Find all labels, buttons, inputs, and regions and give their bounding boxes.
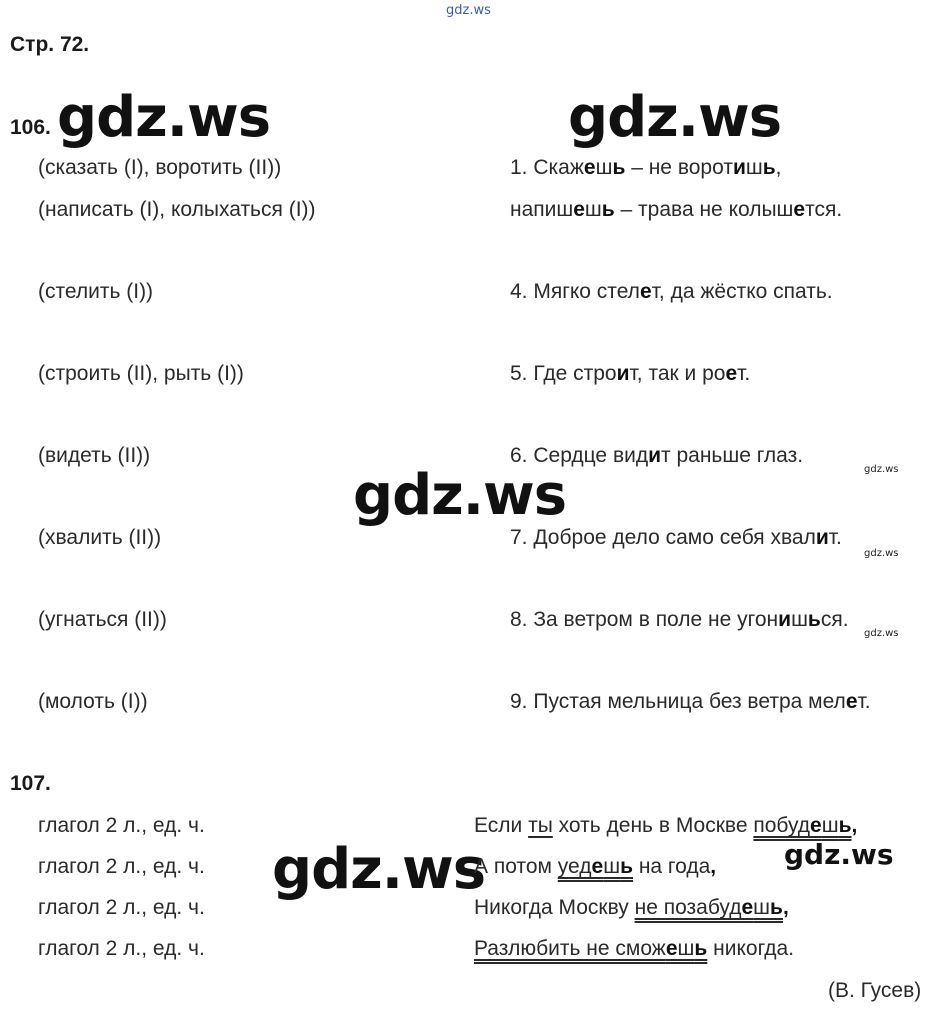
ex106-left-item: (строить (II), рыть (I)) [38, 362, 244, 385]
exercise-number-106: 106. [10, 116, 51, 139]
ex107-left-item: глагол 2 л., ед. ч. [38, 937, 205, 960]
predicate-underlined: побудешь [753, 814, 852, 837]
ex106-left-item: (написать (I), колыхаться (I)) [38, 198, 316, 221]
proverb-line: 6. Сердце видит раньше глаз. [510, 444, 804, 467]
watermark-medium: gdz.ws [784, 838, 894, 871]
ex106-left-item: (стелить (I)) [38, 280, 154, 303]
proverb-line: 7. Доброе дело само себя хвалит. [510, 526, 842, 549]
poem-author: (В. Гусев) [828, 979, 922, 1002]
predicate-underlined: уедешь [557, 855, 633, 878]
proverb-line: 4. Мягко стелет, да жёстко спать. [510, 280, 833, 303]
poem-line: А потом уедешь на года, [474, 855, 717, 878]
predicate-underlined: Разлюбить не сможешь [474, 937, 708, 960]
watermark-small: gdz.ws [864, 464, 899, 475]
watermark-small: gdz.ws [864, 628, 899, 639]
subject-underlined: ты [528, 814, 553, 837]
watermark-small: gdz.ws [864, 548, 899, 559]
watermark-large: gdz.ws [353, 463, 567, 528]
page-header: Стр. 72. [10, 33, 90, 56]
ex107-left-item: глагол 2 л., ед. ч. [38, 896, 205, 919]
ex106-left-item: (угнаться (II)) [38, 608, 167, 631]
ex106-left-item: (сказать (I), воротить (II)) [38, 156, 282, 179]
proverb-line: 5. Где строит, так и роет. [510, 362, 751, 385]
watermark-large: gdz.ws [272, 837, 486, 902]
proverb-line: 8. За ветром в поле не угонишься. [510, 608, 849, 631]
proverb-line: напишешь – трава не колышется. [510, 198, 843, 221]
poem-line: Никогда Москву не позабудешь, [474, 896, 789, 919]
poem-line: Если ты хоть день в Москве побудешь, [474, 814, 858, 837]
proverb-line: 9. Пустая мельница без ветра мелет. [510, 690, 871, 713]
watermark-large: gdz.ws [57, 85, 271, 150]
predicate-underlined: не позабудешь [634, 896, 783, 919]
ex107-left-item: глагол 2 л., ед. ч. [38, 814, 205, 837]
ex106-left-item: (видеть (II)) [38, 444, 151, 467]
ex106-left-item: (молоть (I)) [38, 690, 148, 713]
watermark-large: gdz.ws [568, 85, 782, 150]
watermark-top: gdz.ws [446, 3, 491, 18]
proverb-line: 1. Скажешь – не воротишь, [510, 156, 782, 179]
exercise-number-107: 107. [10, 772, 51, 795]
ex106-left-item: (хвалить (II)) [38, 526, 162, 549]
poem-line: Разлюбить не сможешь никогда. [474, 937, 795, 960]
ex107-left-item: глагол 2 л., ед. ч. [38, 855, 205, 878]
